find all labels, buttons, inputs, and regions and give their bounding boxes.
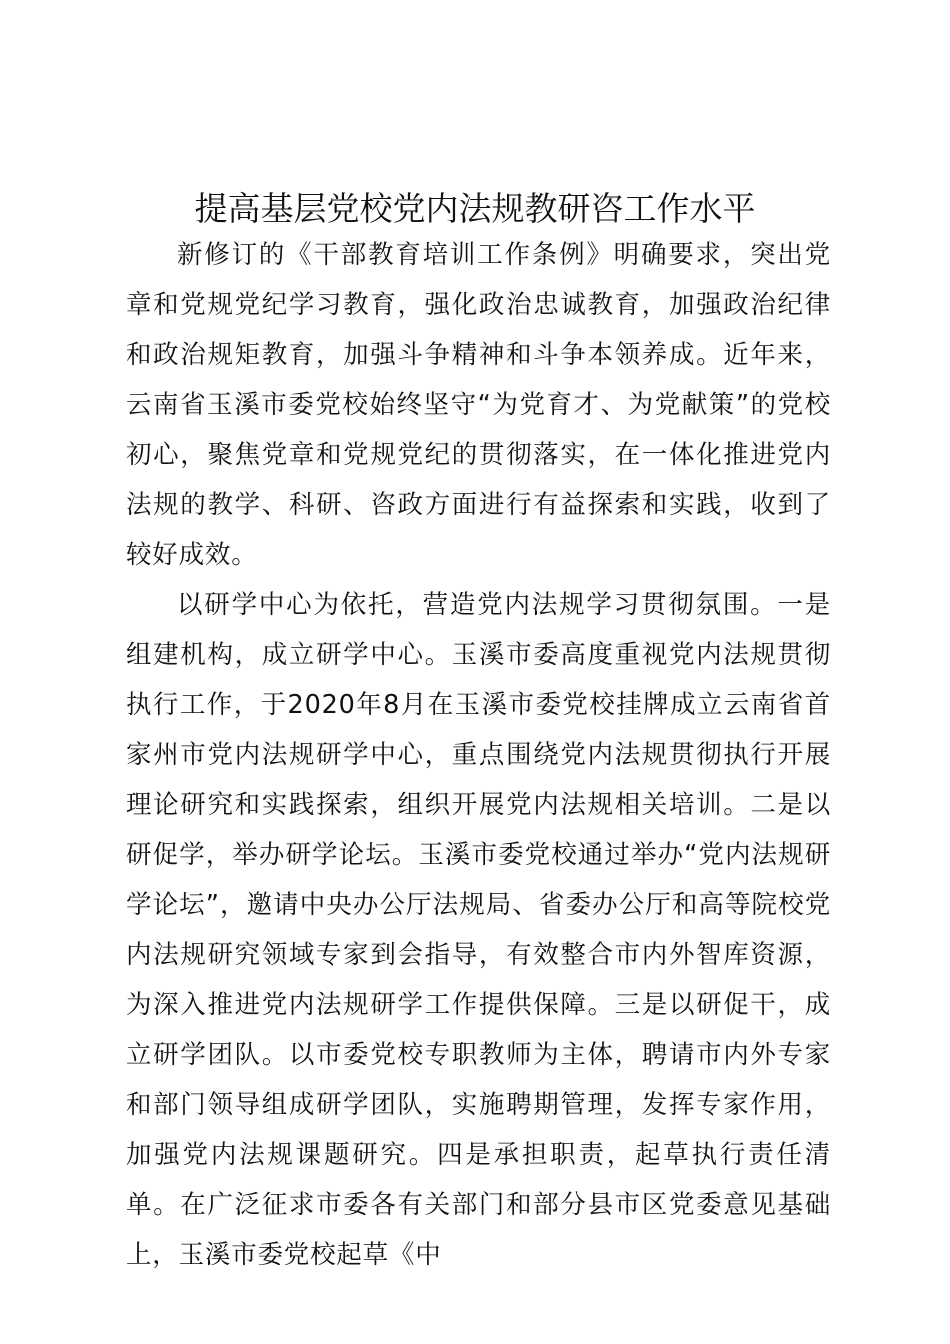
paragraph-1: 新修订的《干部教育培训工作条例》明确要求，突出党章和党规党纪学习教育，强化政治忠诚教育，加强政治纪律和政治规矩教育，加强斗争精神和斗争本领养成。近年来，云南省玉溪市委党校始终坚守“为党育才、为党献策”的党校初心，聚焦党章和党规党纪的贯彻落实，在一体化推进党内法规的教学、科研、咨政方面进行有益探索和实践，收到了较好成效。: [126, 240, 831, 570]
document-title: 提高基层党校党内法规教研咨工作水平: [194, 189, 756, 228]
paragraph-2: 以研学中心为依托，营造党内法规学习贯彻氛围。一是组建机构，成立研学中心。玉溪市委高度重视党内法规贯彻执行工作，于2020年8月在玉溪市委党校挂牌成立云南省首家州市党内法规研学中心，重点围绕党内法规贯彻执行开展理论研究和实践探索，组织开展党内法规相关培训。二是以研促学，举办研学论坛。玉溪市委党校通过举办“党内法规研学论坛”，邀请中央办公厅法规局、省委办公厅和高等院校党内法规研究领域专家到会指导，有效整合市内外智库资源，为深入推进党内法规研学工作提供保障。三是以研促干，成立研学团队。以市委党校专职教师为主体，聘请市内外专家和部门领导组成研学团队，实施聘期管理，发挥专家作用，加强党内法规课题研究。四是承担职责，起草执行责任清单。在广泛征求市委各有关部门和部分县市区党委意见基础上，玉溪市委党校起草《中: [126, 590, 831, 1270]
document-body: [126, 230, 831, 1280]
